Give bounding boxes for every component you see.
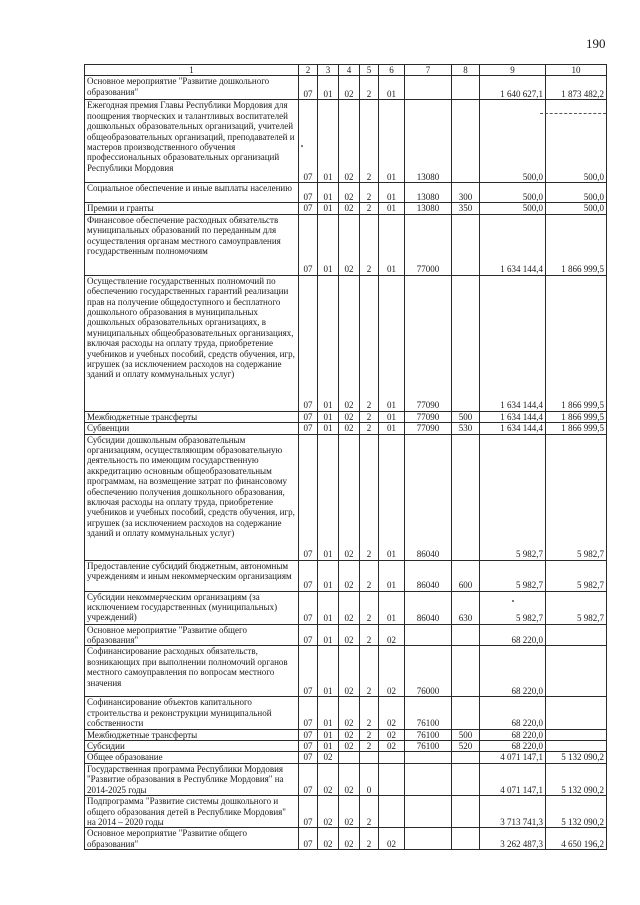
code-cell: 77090 [405,423,452,434]
code-cell: 07 [299,183,318,203]
table-row [85,796,607,828]
code-cell [405,76,452,100]
amount-cell: 68 220,0 [480,729,546,740]
code-cell: 01 [379,275,405,411]
scan-speck [301,145,303,147]
code-cell: 02 [339,100,360,183]
code-cell [405,828,452,850]
amount-cell: 4 071 147,1 [480,752,546,763]
code-cell: 02 [379,741,405,752]
amount-cell [546,729,607,740]
code-cell: 520 [452,741,480,752]
amount-cell: 4 071 147,1 [480,763,546,795]
code-cell: 07 [299,275,318,411]
amount-cell: 1 866 999,5 [546,423,607,434]
row-label: Субсидии [85,741,299,752]
code-cell: 01 [318,76,339,100]
table-row [85,591,607,624]
code-cell: 2 [360,560,379,591]
code-cell [452,624,480,646]
code-cell: 2 [360,411,379,422]
amount-cell: 4 650 196,2 [546,828,607,850]
code-cell: 07 [299,100,318,183]
code-cell: 500 [452,729,480,740]
code-cell: 01 [318,697,339,729]
code-cell: 07 [299,434,318,560]
amount-cell: 5 132 090,2 [546,752,607,763]
code-cell: 13080 [405,203,452,214]
row-label: Субсидии дошкольным образовательным организациям, осуществляющим образовательную деятельность по имеющим государственную аккредитацию основным общеобразовательным программам, на возмещение затрат по финансовому обеспечению получения дошкольного образования, включая расходы на оплату труда, приобретение учебников и учебных пособий, средств обучения, игр, игрушек (за исключением расходов на содержание зданий и оплату коммунальных услуг) [85,434,299,560]
table-row [85,100,607,183]
amount-cell: 500,0 [480,100,546,183]
amount-cell: 1 866 999,5 [546,411,607,422]
table-row [85,203,607,214]
code-cell: 13080 [405,100,452,183]
code-cell: 01 [379,76,405,100]
code-cell: 02 [379,624,405,646]
column-header: 10 [546,65,607,76]
code-cell: 02 [339,828,360,850]
code-cell [379,763,405,795]
code-cell [405,763,452,795]
code-cell: 07 [299,560,318,591]
table-header-row [85,65,607,76]
row-label: Социальное обеспечение и иные выплаты населению [85,183,299,203]
code-cell: 02 [339,183,360,203]
code-cell: 01 [318,214,339,275]
table-row [85,752,607,763]
code-cell: 2 [360,796,379,828]
amount-cell: 500,0 [546,183,607,203]
amount-cell: 5 982,7 [480,434,546,560]
budget-table [84,64,607,850]
row-label: Межбюджетные трансферты [85,411,299,422]
code-cell: 02 [339,796,360,828]
code-cell: 07 [299,796,318,828]
row-label: Премии и гранты [85,203,299,214]
code-cell: 02 [379,729,405,740]
code-cell: 01 [318,183,339,203]
code-cell: 76100 [405,697,452,729]
code-cell: 01 [318,591,339,624]
amount-cell: 1 634 144,4 [480,275,546,411]
code-cell: 350 [452,203,480,214]
code-cell: 2 [360,275,379,411]
code-cell: 01 [379,411,405,422]
code-cell: 86040 [405,560,452,591]
amount-cell: 500,0 [546,203,607,214]
code-cell: 01 [318,434,339,560]
row-label: Общее образование [85,752,299,763]
amount-cell: 500,0 [480,183,546,203]
code-cell: 02 [379,697,405,729]
code-cell: 07 [299,763,318,795]
table-row [85,214,607,275]
column-header: 6 [379,65,405,76]
amount-cell: 68 220,0 [480,624,546,646]
table-row [85,275,607,411]
code-cell [452,434,480,560]
code-cell: 02 [339,423,360,434]
code-cell: 07 [299,729,318,740]
amount-cell: 3 262 487,3 [480,828,546,850]
code-cell: 0 [360,763,379,795]
code-cell: 02 [339,411,360,422]
code-cell: 07 [299,591,318,624]
code-cell [452,752,480,763]
code-cell: 07 [299,624,318,646]
amount-cell: 1 866 999,5 [546,275,607,411]
code-cell: 02 [339,741,360,752]
table-row [85,741,607,752]
code-cell [452,76,480,100]
code-cell: 07 [299,76,318,100]
code-cell [452,828,480,850]
amount-cell: 5 132 090,2 [546,763,607,795]
code-cell [452,796,480,828]
code-cell: 01 [318,275,339,411]
table-row [85,434,607,560]
code-cell: 02 [379,646,405,697]
amount-cell: 500,0 [480,203,546,214]
code-cell: 01 [318,100,339,183]
column-header: 7 [405,65,452,76]
code-cell: 07 [299,411,318,422]
code-cell [452,214,480,275]
code-cell: 630 [452,591,480,624]
row-label: Межбюджетные трансферты [85,729,299,740]
code-cell [405,624,452,646]
amount-cell: 5 982,7 [480,591,546,624]
code-cell: 07 [299,214,318,275]
scan-speck [512,600,514,602]
code-cell: 02 [318,763,339,795]
column-header: 5 [360,65,379,76]
row-label: Софинансирование расходных обязательств, возникающих при выполнении полномочий органов местного самоуправления по вопросам местного значения [85,646,299,697]
code-cell [339,752,360,763]
code-cell: 76000 [405,646,452,697]
code-cell [452,763,480,795]
row-label: Государственная программа Республики Мордовия "Развитие образования в Республике Мордовия" на 2014-2025 годы [85,763,299,795]
code-cell: 01 [318,646,339,697]
amount-cell [546,741,607,752]
code-cell: 02 [339,214,360,275]
code-cell: 2 [360,214,379,275]
code-cell: 07 [299,697,318,729]
code-cell: 01 [379,183,405,203]
code-cell: 01 [318,729,339,740]
column-header: 1 [85,65,299,76]
amount-cell: 5 982,7 [546,560,607,591]
scan-dash-mark [540,113,606,114]
table-row [85,624,607,646]
code-cell: 01 [379,203,405,214]
column-header: 2 [299,65,318,76]
code-cell: 01 [318,741,339,752]
code-cell: 07 [299,752,318,763]
code-cell: 01 [318,560,339,591]
column-header: 8 [452,65,480,76]
code-cell [452,275,480,411]
code-cell [405,752,452,763]
amount-cell: 5 982,7 [546,434,607,560]
code-cell [452,646,480,697]
table-row [85,697,607,729]
row-label: Софинансирование объектов капитального строительства и реконструкции муниципальной собственности [85,697,299,729]
code-cell: 01 [379,434,405,560]
code-cell: 2 [360,203,379,214]
table-row [85,646,607,697]
amount-cell: 1 634 144,4 [480,214,546,275]
amount-cell: 1 640 627,1 [480,76,546,100]
table-row [85,423,607,434]
code-cell: 13080 [405,183,452,203]
row-label: Основное мероприятие "Развитие общего образования" [85,828,299,850]
amount-cell: 500,0 [546,100,607,183]
code-cell: 01 [379,591,405,624]
table-body [85,76,607,850]
amount-cell: 68 220,0 [480,646,546,697]
amount-cell: 3 713 741,3 [480,796,546,828]
code-cell: 500 [452,411,480,422]
table-row [85,828,607,850]
code-cell: 01 [379,214,405,275]
code-cell [360,752,379,763]
amount-cell: 1 873 482,2 [546,76,607,100]
code-cell: 02 [339,763,360,795]
amount-cell: 68 220,0 [480,697,546,729]
code-cell: 02 [318,828,339,850]
row-label: Подпрограмма "Развитие системы дошкольного и общего образования детей в Республике Мордовия" на 2014 – 2020 годы [85,796,299,828]
code-cell: 02 [339,275,360,411]
code-cell: 300 [452,183,480,203]
code-cell: 01 [379,100,405,183]
code-cell: 77090 [405,411,452,422]
row-label: Предоставление субсидий бюджетным, автономным учреждениям и иным некоммерческим организациям [85,560,299,591]
amount-cell: 5 982,7 [546,591,607,624]
column-header: 3 [318,65,339,76]
code-cell: 07 [299,741,318,752]
row-label: Субсидии некоммерческим организациям (за исключением государственных (муниципальных) учреждений) [85,591,299,624]
code-cell: 02 [339,76,360,100]
code-cell: 02 [339,434,360,560]
column-header: 9 [480,65,546,76]
code-cell: 77000 [405,214,452,275]
code-cell: 77090 [405,275,452,411]
amount-cell [546,646,607,697]
code-cell: 86040 [405,591,452,624]
amount-cell: 1 634 144,4 [480,423,546,434]
amount-cell: 5 132 090,2 [546,796,607,828]
code-cell: 02 [339,591,360,624]
code-cell: 02 [339,203,360,214]
code-cell: 530 [452,423,480,434]
code-cell: 07 [299,646,318,697]
code-cell: 01 [318,423,339,434]
amount-cell: 68 220,0 [480,741,546,752]
row-label: Основное мероприятие "Развитие дошкольного образования" [85,76,299,100]
code-cell: 600 [452,560,480,591]
code-cell: 02 [339,697,360,729]
code-cell: 2 [360,100,379,183]
row-label: Финансовое обеспечение расходных обязательств муниципальных образований по переданным для осуществления органам местного самоуправления государственным полномочиям [85,214,299,275]
page-number: 190 [586,36,606,51]
code-cell: 86040 [405,434,452,560]
amount-cell: 1 634 144,4 [480,411,546,422]
code-cell [405,796,452,828]
table-row [85,729,607,740]
row-label: Ежегодная премия Главы Республики Мордовия для поощрения творческих и талантливых воспитателей дошкольных образовательных организаций, учителей общеобразовательных организаций, преподавателей и мастеров производственного обучения профессиональных образовательных организаций Республики Мордовия [85,100,299,183]
code-cell: 02 [339,560,360,591]
code-cell: 01 [318,203,339,214]
code-cell [452,100,480,183]
code-cell: 07 [299,828,318,850]
code-cell: 2 [360,183,379,203]
code-cell: 2 [360,434,379,560]
row-label: Основное мероприятие "Развитие общего образования" [85,624,299,646]
code-cell: 02 [318,796,339,828]
code-cell: 02 [339,624,360,646]
code-cell: 02 [379,828,405,850]
code-cell: 02 [339,646,360,697]
amount-cell [546,697,607,729]
code-cell: 2 [360,591,379,624]
code-cell: 01 [318,411,339,422]
code-cell [379,752,405,763]
code-cell: 2 [360,729,379,740]
code-cell: 02 [318,752,339,763]
amount-cell: 5 982,7 [480,560,546,591]
table-row [85,560,607,591]
code-cell: 01 [379,560,405,591]
code-cell: 2 [360,828,379,850]
table-row [85,763,607,795]
row-label: Осуществление государственных полномочий по обеспечению государственных гарантий реализации прав на получение общедоступного и бесплатного дошкольного образования в муниципальных дошкольных образовательных организациях, в муниципальных общеобразовательных организациях, включая расходы на оплату труда, приобретение учебников и учебных пособий, средств обучения, игр, игрушек (за исключением расходов на содержание зданий и оплату коммунальных услуг) [85,275,299,411]
code-cell: 01 [318,624,339,646]
code-cell: 07 [299,423,318,434]
code-cell: 2 [360,741,379,752]
code-cell: 2 [360,646,379,697]
code-cell: 2 [360,423,379,434]
code-cell: 76100 [405,729,452,740]
table-row [85,411,607,422]
code-cell: 76100 [405,741,452,752]
code-cell [379,796,405,828]
code-cell: 2 [360,624,379,646]
amount-cell [546,624,607,646]
code-cell [452,697,480,729]
table-row [85,183,607,203]
code-cell: 07 [299,203,318,214]
table-row [85,76,607,100]
row-label: Субвенции [85,423,299,434]
code-cell: 01 [379,423,405,434]
column-header: 4 [339,65,360,76]
amount-cell: 1 866 999,5 [546,214,607,275]
code-cell: 2 [360,697,379,729]
code-cell: 02 [339,729,360,740]
code-cell: 2 [360,76,379,100]
